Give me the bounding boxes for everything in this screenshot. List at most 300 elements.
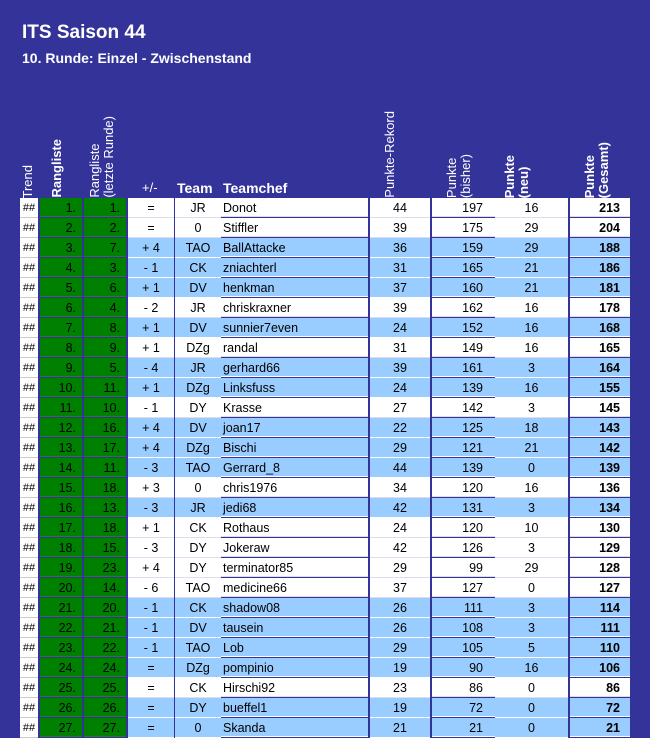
header-neu-line2: (neu)	[516, 166, 531, 198]
points-new-cell: 3	[495, 598, 568, 618]
rekord-cell: 21	[370, 718, 430, 738]
change-cell: =	[128, 678, 174, 698]
rank-cell: 8.	[40, 338, 82, 357]
rekord-cell: 29	[370, 638, 430, 658]
points-total-cell: 136	[570, 478, 630, 497]
rekord-cell: 23	[370, 678, 430, 698]
header-gesamt-line2: (Gesamt)	[596, 141, 611, 198]
points-previous-cell: 126	[432, 538, 495, 557]
trend-cell: ##	[20, 578, 38, 598]
team-cell: TAO	[175, 578, 221, 598]
trend-cell: ##	[20, 318, 38, 338]
table-row	[20, 418, 630, 438]
points-new-cell: 3	[495, 498, 568, 518]
change-cell: + 1	[128, 378, 174, 398]
points-new-cell: 16	[495, 378, 568, 398]
header-plusminus: +/-	[142, 180, 158, 195]
change-cell: + 4	[128, 558, 174, 578]
trend-cell: ##	[20, 518, 38, 538]
points-new-cell: 16	[495, 478, 568, 498]
table-row	[20, 338, 630, 358]
points-total-cell: 178	[570, 298, 630, 317]
points-total-cell: 165	[570, 338, 630, 357]
teamchef-cell: pompinio	[221, 658, 368, 677]
teamchef-cell: Bischi	[221, 438, 368, 457]
trend-cell: ##	[20, 638, 38, 658]
rank-cell: 13.	[40, 438, 82, 457]
team-cell: DY	[175, 558, 221, 578]
team-cell: TAO	[175, 638, 221, 658]
points-new-cell: 29	[495, 558, 568, 578]
trend-cell: ##	[20, 358, 38, 378]
points-previous-cell: 131	[432, 498, 495, 517]
points-previous-cell: 86	[432, 678, 495, 697]
rekord-cell: 37	[370, 278, 430, 298]
points-total-cell: 72	[570, 698, 630, 717]
rekord-cell: 26	[370, 598, 430, 618]
points-previous-cell: 165	[432, 258, 495, 277]
trend-cell: ##	[20, 698, 38, 718]
header-neu	[503, 155, 531, 198]
trend-cell: ##	[20, 258, 38, 278]
change-cell: + 4	[128, 438, 174, 458]
rekord-cell: 36	[370, 238, 430, 258]
rank-cell: 26.	[40, 698, 82, 717]
table-row	[20, 458, 630, 478]
points-previous-cell: 160	[432, 278, 495, 297]
header-bisher-line2: (bisher)	[458, 153, 473, 198]
points-total-cell: 168	[570, 318, 630, 337]
points-new-cell: 0	[495, 698, 568, 718]
points-new-cell: 16	[495, 658, 568, 678]
rekord-cell: 19	[370, 698, 430, 718]
trend-cell: ##	[20, 218, 38, 238]
change-cell: + 4	[128, 418, 174, 438]
rekord-cell: 31	[370, 258, 430, 278]
points-previous-cell: 175	[432, 218, 495, 237]
points-new-cell: 3	[495, 398, 568, 418]
points-new-cell: 16	[495, 198, 568, 218]
rank-cell: 15.	[40, 478, 82, 497]
team-cell: DY	[175, 398, 221, 418]
teamchef-cell: BallAttacke	[221, 238, 368, 257]
points-total-cell: 142	[570, 438, 630, 457]
points-total-cell: 114	[570, 598, 630, 617]
team-cell: JR	[175, 298, 221, 318]
points-previous-cell: 162	[432, 298, 495, 317]
rank-cell: 11.	[40, 398, 82, 417]
team-cell: CK	[175, 598, 221, 618]
previous-rank-cell: 17.	[84, 438, 126, 457]
team-cell: CK	[175, 678, 221, 698]
change-cell: =	[128, 218, 174, 238]
table-row	[20, 538, 630, 558]
table-row	[20, 358, 630, 378]
table-row	[20, 438, 630, 458]
previous-rank-cell: 1.	[84, 198, 126, 217]
team-cell: DV	[175, 418, 221, 438]
points-previous-cell: 161	[432, 358, 495, 377]
change-cell: =	[128, 718, 174, 738]
teamchef-cell: Krasse	[221, 398, 368, 417]
points-total-cell: 155	[570, 378, 630, 397]
change-cell: =	[128, 658, 174, 678]
table-row	[20, 658, 630, 678]
points-total-cell: 204	[570, 218, 630, 237]
teamchef-cell: henkman	[221, 278, 368, 297]
rekord-cell: 31	[370, 338, 430, 358]
rank-cell: 9.	[40, 358, 82, 377]
team-cell: JR	[175, 498, 221, 518]
table-row	[20, 278, 630, 298]
points-previous-cell: 105	[432, 638, 495, 657]
table-row	[20, 318, 630, 338]
rank-cell: 1.	[40, 198, 82, 217]
previous-rank-cell: 25.	[84, 678, 126, 697]
change-cell: - 4	[128, 358, 174, 378]
teamchef-cell: shadow08	[221, 598, 368, 617]
trend-cell: ##	[20, 678, 38, 698]
points-total-cell: 181	[570, 278, 630, 297]
rank-cell: 25.	[40, 678, 82, 697]
change-cell: + 1	[128, 318, 174, 338]
table-row	[20, 518, 630, 538]
previous-rank-cell: 6.	[84, 278, 126, 297]
previous-rank-cell: 5.	[84, 358, 126, 377]
points-new-cell: 18	[495, 418, 568, 438]
points-previous-cell: 72	[432, 698, 495, 717]
teamchef-cell: gerhard66	[221, 358, 368, 377]
points-previous-cell: 159	[432, 238, 495, 257]
team-cell: 0	[175, 478, 221, 498]
previous-rank-cell: 18.	[84, 518, 126, 537]
table-row	[20, 378, 630, 398]
rekord-cell: 29	[370, 558, 430, 578]
points-previous-cell: 149	[432, 338, 495, 357]
rank-cell: 10.	[40, 378, 82, 397]
teamchef-cell: medicine66	[221, 578, 368, 597]
change-cell: - 3	[128, 458, 174, 478]
previous-rank-cell: 21.	[84, 618, 126, 637]
rank-cell: 2.	[40, 218, 82, 237]
rank-cell: 23.	[40, 638, 82, 657]
rekord-cell: 39	[370, 298, 430, 318]
previous-rank-cell: 7.	[84, 238, 126, 257]
previous-rank-cell: 20.	[84, 598, 126, 617]
rekord-cell: 44	[370, 458, 430, 478]
rekord-cell: 24	[370, 318, 430, 338]
table-row	[20, 218, 630, 238]
table-row	[20, 238, 630, 258]
trend-cell: ##	[20, 718, 38, 738]
team-cell: 0	[175, 718, 221, 738]
header-rangliste-last	[88, 116, 116, 198]
points-total-cell: 213	[570, 198, 630, 217]
previous-rank-cell: 2.	[84, 218, 126, 237]
trend-cell: ##	[20, 458, 38, 478]
table-row	[20, 398, 630, 418]
header-neu-line1: Punkte	[502, 154, 517, 198]
rekord-cell: 42	[370, 498, 430, 518]
trend-cell: ##	[20, 478, 38, 498]
header-rekord: Punkte-Rekord	[382, 111, 397, 198]
points-previous-cell: 111	[432, 598, 495, 617]
rekord-cell: 22	[370, 418, 430, 438]
rank-cell: 20.	[40, 578, 82, 597]
points-total-cell: 164	[570, 358, 630, 377]
table-row	[20, 258, 630, 278]
points-new-cell: 16	[495, 298, 568, 318]
header-rangliste-last-line1: Rangliste	[87, 143, 102, 198]
team-cell: DZg	[175, 378, 221, 398]
change-cell: + 1	[128, 338, 174, 358]
trend-cell: ##	[20, 278, 38, 298]
table-row	[20, 298, 630, 318]
previous-rank-cell: 3.	[84, 258, 126, 277]
team-cell: DY	[175, 538, 221, 558]
teamchef-cell: bueffel1	[221, 698, 368, 717]
points-previous-cell: 120	[432, 518, 495, 537]
team-cell: CK	[175, 258, 221, 278]
rekord-cell: 34	[370, 478, 430, 498]
points-new-cell: 16	[495, 318, 568, 338]
team-cell: TAO	[175, 238, 221, 258]
rank-cell: 5.	[40, 278, 82, 297]
header-rangliste-last-line2: (letzte Runde)	[101, 116, 116, 198]
rank-cell: 12.	[40, 418, 82, 437]
header-bisher	[445, 154, 473, 198]
change-cell: - 3	[128, 538, 174, 558]
points-total-cell: 86	[570, 678, 630, 697]
table-row	[20, 718, 630, 738]
change-cell: + 4	[128, 238, 174, 258]
teamchef-cell: chris1976	[221, 478, 368, 497]
points-previous-cell: 142	[432, 398, 495, 417]
previous-rank-cell: 9.	[84, 338, 126, 357]
rank-cell: 14.	[40, 458, 82, 477]
trend-cell: ##	[20, 378, 38, 398]
trend-cell: ##	[20, 398, 38, 418]
previous-rank-cell: 4.	[84, 298, 126, 317]
team-cell: JR	[175, 358, 221, 378]
rank-cell: 17.	[40, 518, 82, 537]
page-subtitle: 10. Runde: Einzel - Zwischenstand	[22, 50, 252, 66]
teamchef-cell: Skanda	[221, 718, 368, 737]
rank-cell: 16.	[40, 498, 82, 517]
points-new-cell: 3	[495, 538, 568, 558]
table-row	[20, 678, 630, 698]
team-cell: DV	[175, 278, 221, 298]
change-cell: - 2	[128, 298, 174, 318]
trend-cell: ##	[20, 658, 38, 678]
points-previous-cell: 139	[432, 378, 495, 397]
table-row	[20, 698, 630, 718]
teamchef-cell: Gerrard_8	[221, 458, 368, 477]
points-total-cell: 128	[570, 558, 630, 577]
rekord-cell: 24	[370, 518, 430, 538]
rekord-cell: 39	[370, 358, 430, 378]
points-new-cell: 3	[495, 618, 568, 638]
header-teamchef: Teamchef	[223, 180, 288, 196]
points-total-cell: 130	[570, 518, 630, 537]
rekord-cell: 37	[370, 578, 430, 598]
points-previous-cell: 139	[432, 458, 495, 477]
change-cell: =	[128, 698, 174, 718]
points-new-cell: 0	[495, 578, 568, 598]
change-cell: - 1	[128, 598, 174, 618]
teamchef-cell: zniachterl	[221, 258, 368, 277]
trend-cell: ##	[20, 558, 38, 578]
teamchef-cell: Donot	[221, 198, 368, 217]
rekord-cell: 44	[370, 198, 430, 218]
teamchef-cell: joan17	[221, 418, 368, 437]
points-new-cell: 21	[495, 258, 568, 278]
team-cell: JR	[175, 198, 221, 218]
points-previous-cell: 108	[432, 618, 495, 637]
rekord-cell: 19	[370, 658, 430, 678]
points-previous-cell: 99	[432, 558, 495, 577]
rekord-cell: 29	[370, 438, 430, 458]
previous-rank-cell: 18.	[84, 478, 126, 497]
points-previous-cell: 90	[432, 658, 495, 677]
points-new-cell: 16	[495, 338, 568, 358]
rank-cell: 19.	[40, 558, 82, 577]
trend-cell: ##	[20, 418, 38, 438]
header-trend: Trend	[20, 164, 35, 198]
previous-rank-cell: 22.	[84, 638, 126, 657]
table-row	[20, 478, 630, 498]
change-cell: - 1	[128, 618, 174, 638]
change-cell: - 1	[128, 398, 174, 418]
points-total-cell: 21	[570, 718, 630, 737]
rekord-cell: 26	[370, 618, 430, 638]
team-cell: DV	[175, 318, 221, 338]
points-previous-cell: 21	[432, 718, 495, 737]
teamchef-cell: terminator85	[221, 558, 368, 577]
points-previous-cell: 120	[432, 478, 495, 497]
rank-cell: 6.	[40, 298, 82, 317]
teamchef-cell: Lob	[221, 638, 368, 657]
teamchef-cell: Hirschi92	[221, 678, 368, 697]
points-new-cell: 0	[495, 458, 568, 478]
teamchef-cell: randal	[221, 338, 368, 357]
points-previous-cell: 121	[432, 438, 495, 457]
trend-cell: ##	[20, 618, 38, 638]
change-cell: - 1	[128, 638, 174, 658]
team-cell: DZg	[175, 438, 221, 458]
points-new-cell: 0	[495, 678, 568, 698]
table-row	[20, 558, 630, 578]
teamchef-cell: Stiffler	[221, 218, 368, 237]
change-cell: + 1	[128, 518, 174, 538]
teamchef-cell: Linksfuss	[221, 378, 368, 397]
change-cell: + 3	[128, 478, 174, 498]
points-total-cell: 143	[570, 418, 630, 437]
table-row	[20, 198, 630, 218]
rank-cell: 22.	[40, 618, 82, 637]
points-new-cell: 21	[495, 438, 568, 458]
rekord-cell: 24	[370, 378, 430, 398]
points-total-cell: 127	[570, 578, 630, 597]
points-new-cell: 5	[495, 638, 568, 658]
points-previous-cell: 152	[432, 318, 495, 337]
trend-cell: ##	[20, 498, 38, 518]
trend-cell: ##	[20, 238, 38, 258]
teamchef-cell: chriskraxner	[221, 298, 368, 317]
points-previous-cell: 125	[432, 418, 495, 437]
change-cell: - 3	[128, 498, 174, 518]
trend-cell: ##	[20, 198, 38, 218]
previous-rank-cell: 13.	[84, 498, 126, 517]
rank-cell: 18.	[40, 538, 82, 557]
previous-rank-cell: 10.	[84, 398, 126, 417]
trend-cell: ##	[20, 438, 38, 458]
rekord-cell: 27	[370, 398, 430, 418]
header-team: Team	[177, 180, 213, 196]
points-total-cell: 134	[570, 498, 630, 517]
change-cell: + 1	[128, 278, 174, 298]
points-new-cell: 21	[495, 278, 568, 298]
points-previous-cell: 197	[432, 198, 495, 217]
rank-cell: 3.	[40, 238, 82, 257]
rank-cell: 21.	[40, 598, 82, 617]
team-cell: DZg	[175, 658, 221, 678]
change-cell: =	[128, 198, 174, 218]
points-new-cell: 29	[495, 218, 568, 238]
previous-rank-cell: 24.	[84, 658, 126, 677]
previous-rank-cell: 11.	[84, 458, 126, 477]
change-cell: - 6	[128, 578, 174, 598]
previous-rank-cell: 11.	[84, 378, 126, 397]
team-cell: CK	[175, 518, 221, 538]
points-total-cell: 145	[570, 398, 630, 417]
rank-cell: 7.	[40, 318, 82, 337]
points-new-cell: 29	[495, 238, 568, 258]
rank-cell: 4.	[40, 258, 82, 277]
header-gesamt-line1: Punkte	[582, 154, 597, 198]
table-row	[20, 618, 630, 638]
previous-rank-cell: 23.	[84, 558, 126, 577]
trend-cell: ##	[20, 598, 38, 618]
teamchef-cell: sunnier7even	[221, 318, 368, 337]
teamchef-cell: tausein	[221, 618, 368, 637]
points-total-cell: 129	[570, 538, 630, 557]
team-cell: 0	[175, 218, 221, 238]
header-bisher-line1: Punkte	[444, 157, 459, 198]
rank-cell: 24.	[40, 658, 82, 677]
team-cell: TAO	[175, 458, 221, 478]
header-gesamt	[583, 142, 611, 198]
table-row	[20, 598, 630, 618]
previous-rank-cell: 14.	[84, 578, 126, 597]
rekord-cell: 39	[370, 218, 430, 238]
points-new-cell: 0	[495, 718, 568, 738]
trend-cell: ##	[20, 298, 38, 318]
team-cell: DZg	[175, 338, 221, 358]
previous-rank-cell: 8.	[84, 318, 126, 337]
team-cell: DV	[175, 618, 221, 638]
points-total-cell: 111	[570, 618, 630, 637]
table-row	[20, 498, 630, 518]
trend-cell: ##	[20, 538, 38, 558]
table-row	[20, 578, 630, 598]
teamchef-cell: Jokeraw	[221, 538, 368, 557]
teamchef-cell: Rothaus	[221, 518, 368, 537]
trend-cell: ##	[20, 338, 38, 358]
points-total-cell: 110	[570, 638, 630, 657]
previous-rank-cell: 15.	[84, 538, 126, 557]
points-new-cell: 3	[495, 358, 568, 378]
